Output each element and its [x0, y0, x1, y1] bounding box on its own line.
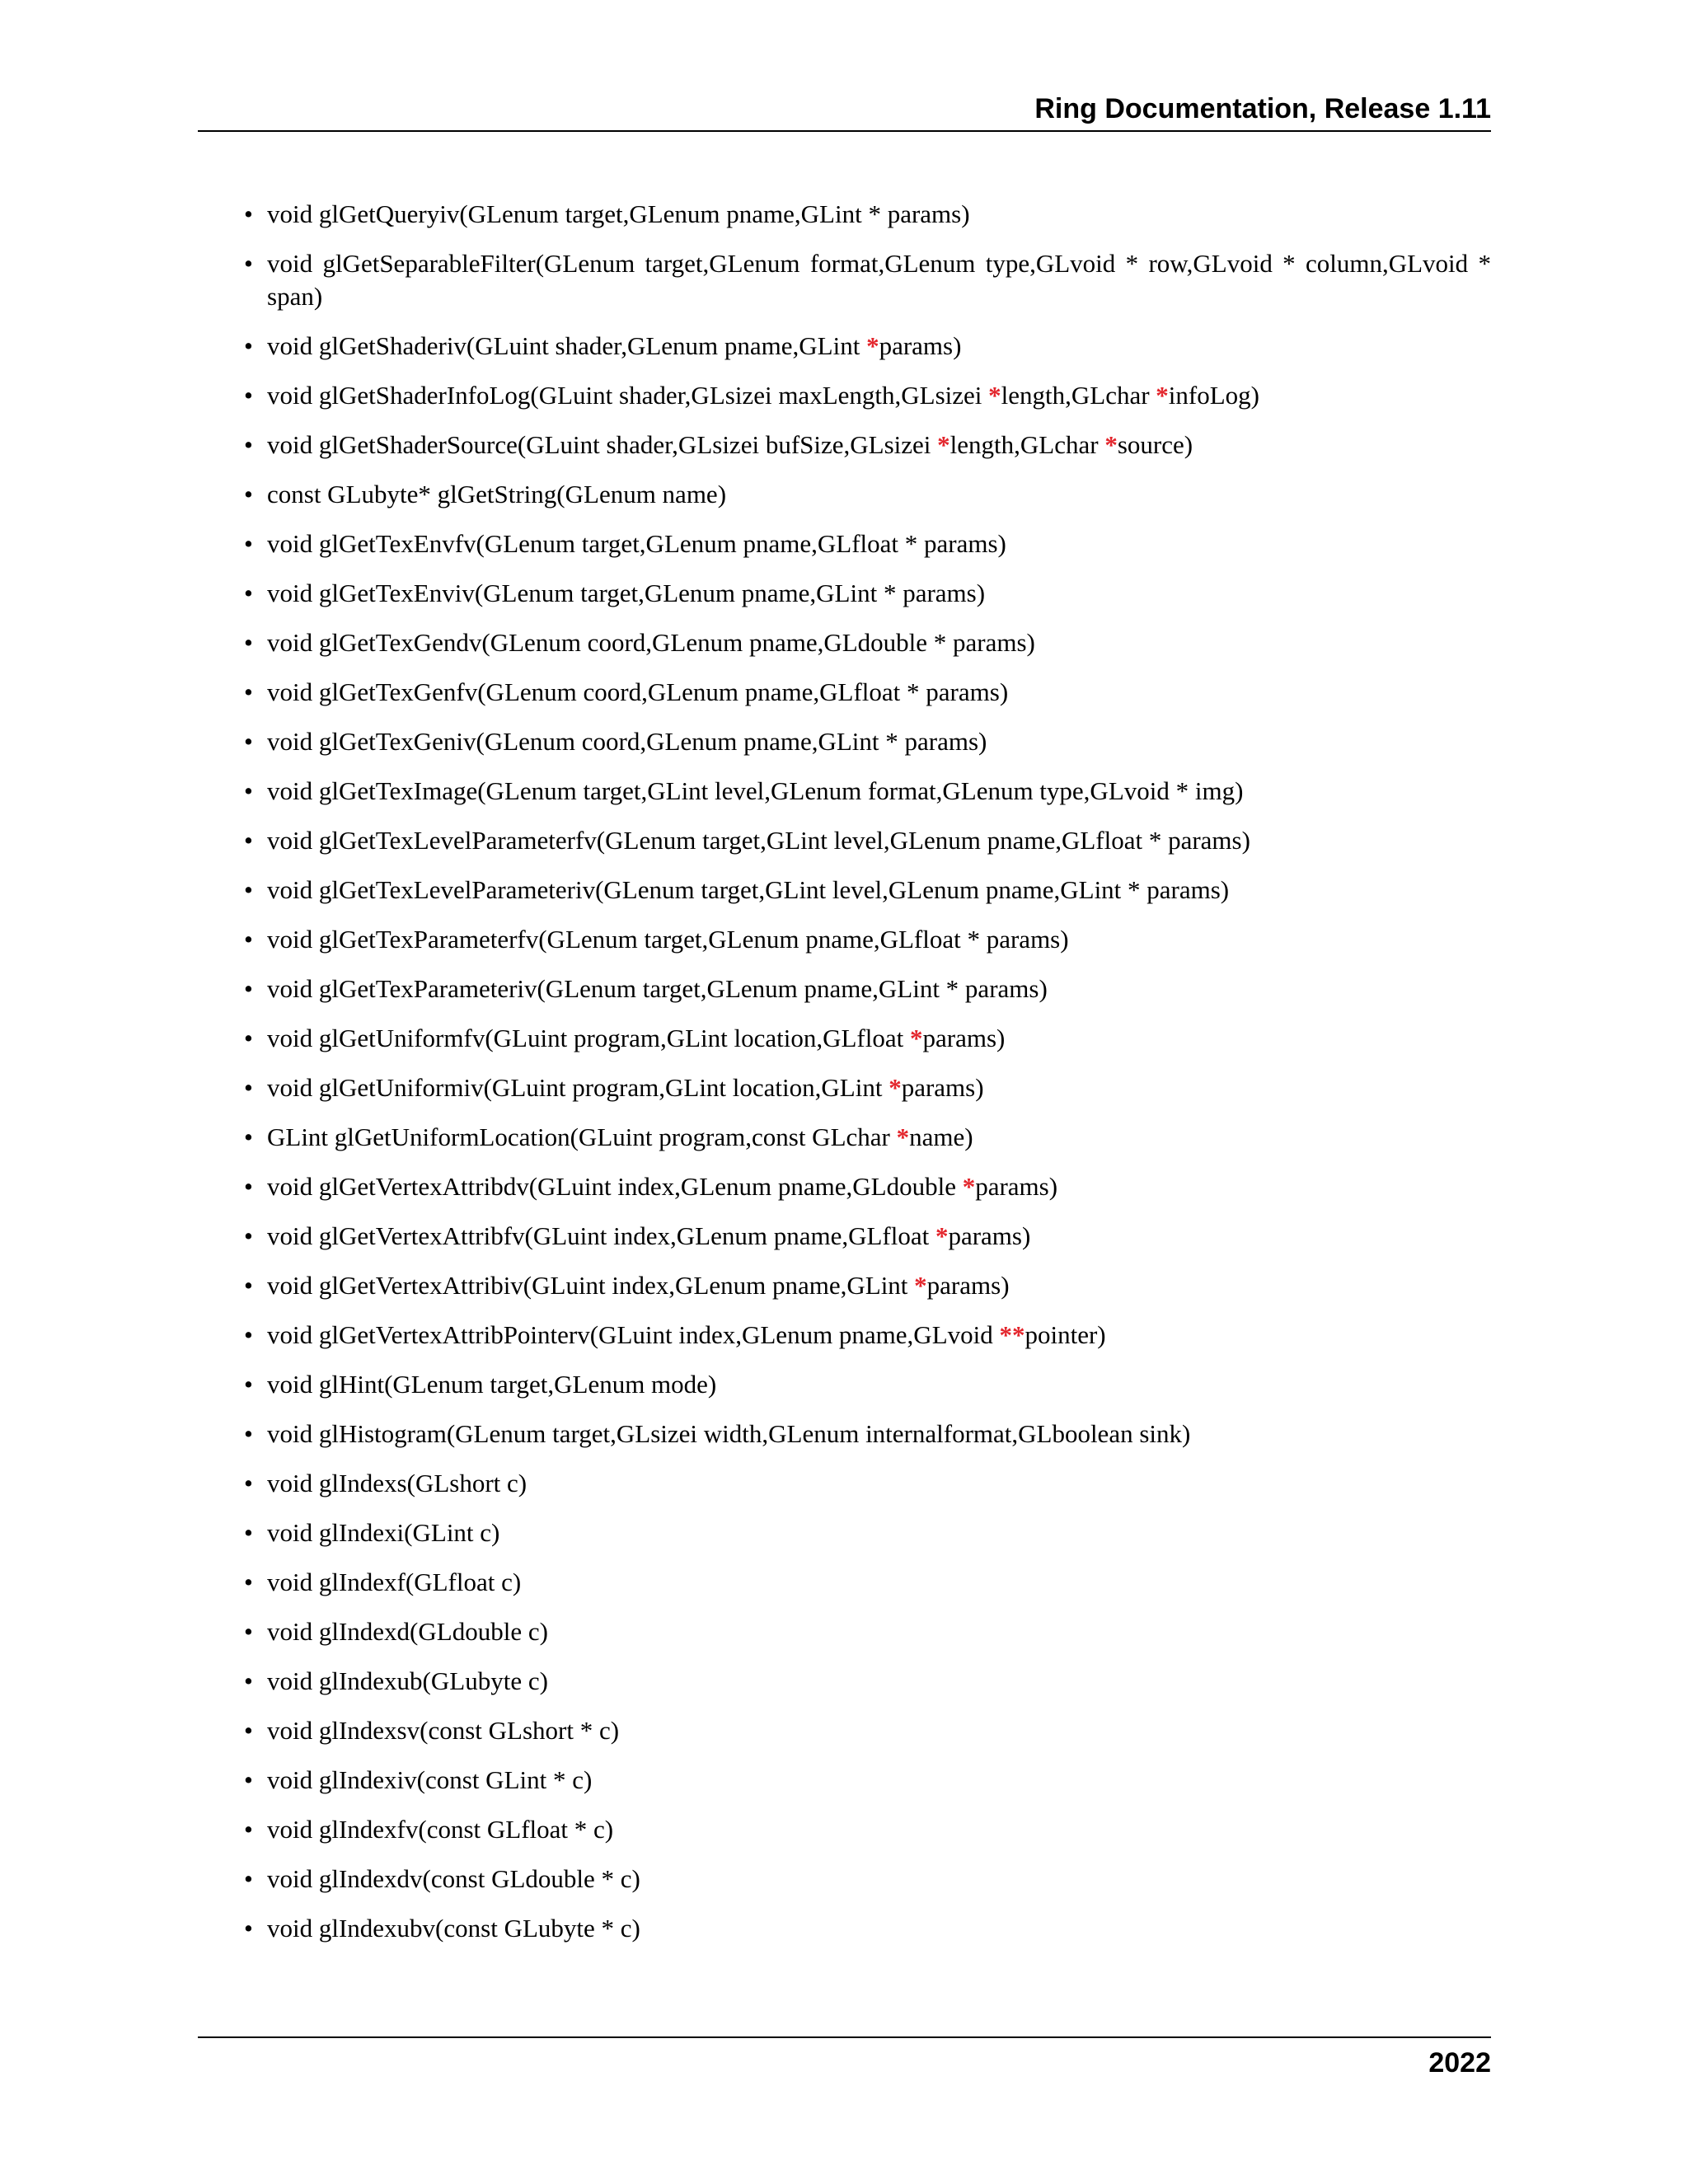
footer-rule [198, 2036, 1491, 2038]
bullet-icon: • [244, 1864, 253, 1893]
bullet-icon: • [244, 1419, 253, 1448]
pointer-star: * [962, 1172, 976, 1201]
list-item [198, 1615, 1491, 1648]
bullet-icon: • [244, 1271, 253, 1300]
bullet-icon: • [244, 1815, 253, 1844]
function-signature: void glGetTexEnvfv(GLenum target,GLenum pname,GLfloat * params) [267, 529, 1006, 558]
function-signature: void glIndexiv(const GLint * c) [267, 1765, 593, 1794]
function-signature: void glGetTexImage(GLenum target,GLint level,GLenum format,GLenum type,GLvoid * img) [267, 776, 1244, 805]
bullet-icon: • [244, 925, 253, 954]
list-item [198, 1566, 1491, 1599]
list-item [198, 1319, 1491, 1352]
pointer-star: * [866, 331, 879, 360]
list-item [198, 198, 1491, 231]
function-signature: void glIndexf(GLfloat c) [267, 1568, 522, 1596]
function-signature: void glGetUniformfv(GLuint program,GLint location,GLfloat *params) [267, 1024, 1006, 1052]
list-item [198, 429, 1491, 462]
list-item [198, 1220, 1491, 1253]
list-item [198, 626, 1491, 659]
list-item [198, 1071, 1491, 1104]
function-list [198, 198, 1491, 1961]
list-item [198, 1418, 1491, 1451]
bullet-icon: • [244, 1320, 253, 1349]
bullet-icon: • [244, 826, 253, 855]
bullet-icon: • [244, 628, 253, 657]
bullet-icon: • [244, 199, 253, 228]
pointer-star: * [1104, 430, 1118, 459]
function-signature: void glGetTexLevelParameteriv(GLenum target,GLint level,GLenum pname,GLint * params) [267, 875, 1230, 904]
pointer-star: * [889, 1073, 902, 1102]
bullet-icon: • [244, 1518, 253, 1547]
bullet-icon: • [244, 1370, 253, 1399]
function-signature: void glGetShaderSource(GLuint shader,GLsizei bufSize,GLsizei *length,GLchar *source) [267, 430, 1193, 459]
pointer-star: * [896, 1122, 910, 1151]
list-item [198, 247, 1491, 313]
page-number: 2022 [1428, 2047, 1491, 2079]
function-signature: void glGetTexLevelParameterfv(GLenum target,GLint level,GLenum pname,GLfloat * params) [267, 826, 1250, 855]
bullet-icon: • [244, 480, 253, 509]
bullet-icon: • [244, 1716, 253, 1745]
bullet-icon: • [244, 1568, 253, 1596]
function-signature: void glIndexdv(const GLdouble * c) [267, 1864, 640, 1893]
bullet-icon: • [244, 1122, 253, 1151]
function-signature: void glIndexs(GLshort c) [267, 1469, 528, 1497]
list-item [198, 527, 1491, 560]
page-header-title: Ring Documentation, Release 1.11 [1034, 93, 1491, 124]
function-signature: void glGetShaderiv(GLuint shader,GLenum pname,GLint *params) [267, 331, 962, 360]
bullet-icon: • [244, 1666, 253, 1695]
function-signature: void glIndexsv(const GLshort * c) [267, 1716, 620, 1745]
bullet-icon: • [244, 1765, 253, 1794]
function-signature: GLint glGetUniformLocation(GLuint program,const GLchar *name) [267, 1122, 973, 1151]
list-item [198, 1170, 1491, 1203]
function-signature: const GLubyte* glGetString(GLenum name) [267, 480, 727, 509]
function-signature: void glIndexi(GLint c) [267, 1518, 500, 1547]
bullet-icon: • [244, 875, 253, 904]
function-signature: void glGetVertexAttribPointerv(GLuint index,GLenum pname,GLvoid **pointer) [267, 1320, 1106, 1349]
list-item [198, 1022, 1491, 1055]
bullet-icon: • [244, 776, 253, 805]
pointer-star: * [935, 1221, 949, 1250]
pointer-star: * [988, 381, 1001, 410]
function-signature: void glGetVertexAttribiv(GLuint index,GLenum pname,GLint *params) [267, 1271, 1010, 1300]
list-item [198, 972, 1491, 1005]
list-item [198, 1764, 1491, 1797]
list-item [198, 1665, 1491, 1698]
pointer-star: ** [999, 1320, 1025, 1349]
list-item [198, 725, 1491, 758]
function-signature: void glGetTexGendv(GLenum coord,GLenum pname,GLdouble * params) [267, 628, 1035, 657]
bullet-icon: • [244, 1073, 253, 1102]
bullet-icon: • [244, 1914, 253, 1943]
function-signature: void glGetQueryiv(GLenum target,GLenum pname,GLint * params) [267, 199, 970, 228]
header-rule [198, 130, 1491, 132]
bullet-icon: • [244, 249, 253, 278]
function-signature: void glGetTexGeniv(GLenum coord,GLenum pname,GLint * params) [267, 727, 987, 756]
function-signature: void glGetTexParameteriv(GLenum target,GLenum pname,GLint * params) [267, 974, 1048, 1003]
list-item [198, 577, 1491, 610]
list-item [198, 1269, 1491, 1302]
list-item [198, 330, 1491, 363]
bullet-icon: • [244, 430, 253, 459]
bullet-icon: • [244, 1469, 253, 1497]
list-item [198, 824, 1491, 857]
function-signature: void glIndexfv(const GLfloat * c) [267, 1815, 614, 1844]
function-signature: void glGetUniformiv(GLuint program,GLint location,GLint *params) [267, 1073, 984, 1102]
bullet-icon: • [244, 579, 253, 607]
pointer-star: * [1156, 381, 1169, 410]
list-item [198, 1516, 1491, 1549]
function-signature: void glGetTexParameterfv(GLenum target,GLenum pname,GLfloat * params) [267, 925, 1069, 954]
list-item [198, 775, 1491, 808]
bullet-icon: • [244, 974, 253, 1003]
list-item [198, 1714, 1491, 1747]
function-signature: void glIndexd(GLdouble c) [267, 1617, 548, 1646]
function-signature: void glGetSeparableFilter(GLenum target,GLenum format,GLenum type,GLvoid * row,GLvoid * column,GLvoid * span) [267, 249, 1491, 311]
bullet-icon: • [244, 1221, 253, 1250]
list-item [198, 478, 1491, 511]
function-signature: void glHistogram(GLenum target,GLsizei width,GLenum internalformat,GLboolean sink) [267, 1419, 1191, 1448]
bullet-icon: • [244, 331, 253, 360]
function-signature: void glGetTexGenfv(GLenum coord,GLenum pname,GLfloat * params) [267, 677, 1009, 706]
function-signature: void glHint(GLenum target,GLenum mode) [267, 1370, 717, 1399]
list-item [198, 1863, 1491, 1896]
pointer-star: * [914, 1271, 927, 1300]
list-item [198, 1813, 1491, 1846]
list-item [198, 1467, 1491, 1500]
function-signature: void glGetVertexAttribfv(GLuint index,GLenum pname,GLfloat *params) [267, 1221, 1031, 1250]
function-signature: void glGetShaderInfoLog(GLuint shader,GLsizei maxLength,GLsizei *length,GLchar *infoLog) [267, 381, 1259, 410]
bullet-icon: • [244, 677, 253, 706]
bullet-icon: • [244, 381, 253, 410]
list-item [198, 1368, 1491, 1401]
bullet-icon: • [244, 529, 253, 558]
bullet-icon: • [244, 1617, 253, 1646]
bullet-icon: • [244, 1024, 253, 1052]
bullet-icon: • [244, 727, 253, 756]
function-signature: void glIndexub(GLubyte c) [267, 1666, 548, 1695]
bullet-icon: • [244, 1172, 253, 1201]
function-signature: void glGetVertexAttribdv(GLuint index,GLenum pname,GLdouble *params) [267, 1172, 1058, 1201]
function-signature: void glGetTexEnviv(GLenum target,GLenum pname,GLint * params) [267, 579, 986, 607]
function-signature: void glIndexubv(const GLubyte * c) [267, 1914, 640, 1943]
list-item [198, 676, 1491, 709]
list-item [198, 923, 1491, 956]
list-item [198, 379, 1491, 412]
list-item [198, 874, 1491, 907]
list-item [198, 1912, 1491, 1945]
pointer-star: * [910, 1024, 923, 1052]
list-item [198, 1121, 1491, 1154]
pointer-star: * [937, 430, 950, 459]
